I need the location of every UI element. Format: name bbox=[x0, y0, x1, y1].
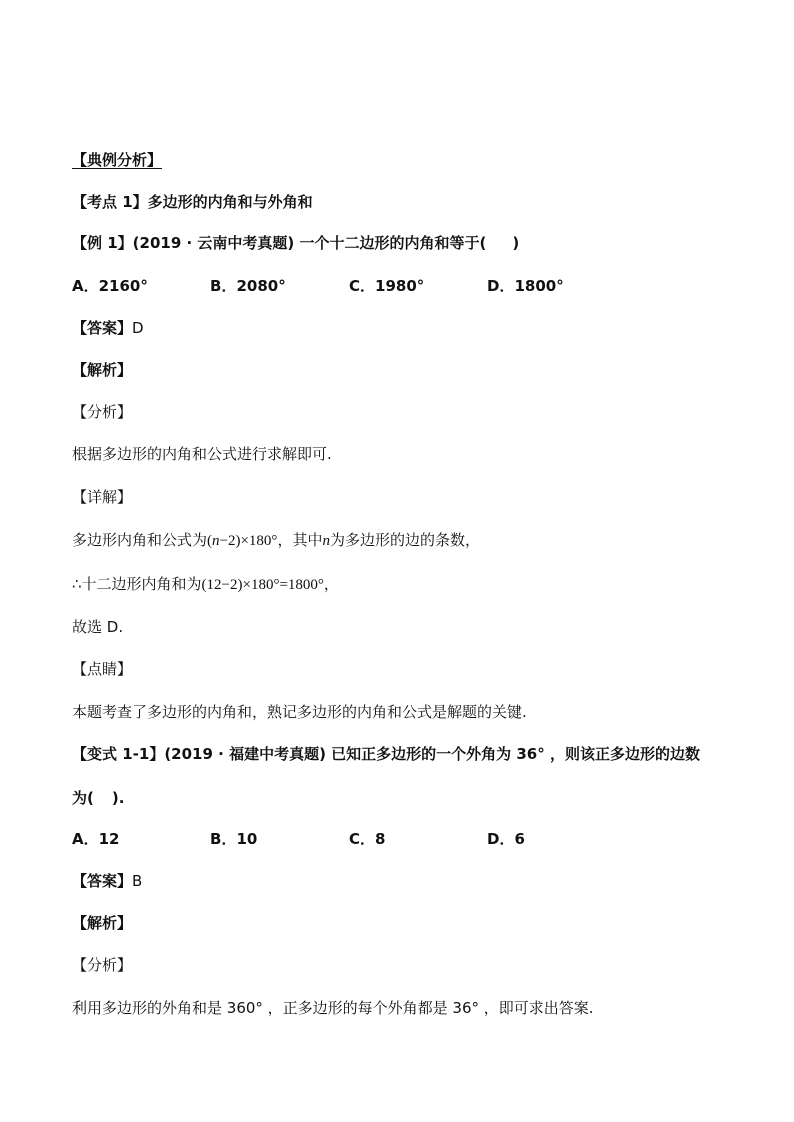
variant1-option-c: C．8 bbox=[349, 830, 386, 848]
section-heading: 【典例分析】 bbox=[72, 151, 163, 169]
example1-xiangjie-line1: 多边形内角和公式为(n−2)×180°，其中n为多边形的边的条数， bbox=[72, 531, 480, 549]
example1-xiangjie-line3: 故选 D. bbox=[72, 618, 124, 636]
variant1-fenxi-label: 【分析】 bbox=[72, 956, 133, 974]
example1-fenxi-text: 根据多边形的内角和公式进行求解即可. bbox=[72, 445, 332, 463]
example1-question bbox=[72, 233, 519, 253]
example1-dianjing-text: 本题考查了多边形的内角和，熟记多边形的内角和公式是解题的关键. bbox=[72, 703, 527, 721]
variant1-question-line1: 【变式 1-1】(2019 · 福建中考真题) 已知正多边形的一个外角为 36° ，则该正多边形的边数 bbox=[72, 745, 700, 763]
formula-interior-angle: (n−2)×180° bbox=[207, 533, 278, 549]
example1-option-d: D．1800° bbox=[487, 277, 564, 295]
example1-xiangjie-label: 【详解】 bbox=[72, 488, 133, 506]
example1-xiangjie-line2: ∴十二边形内角和为(12−2)×180°=1800°， bbox=[72, 575, 339, 593]
variant1-option-a: A．12 bbox=[72, 830, 120, 848]
answer-label: 【答案】 bbox=[72, 872, 133, 890]
example1-close-paren: ) bbox=[512, 234, 520, 252]
answer-label: 【答案】 bbox=[72, 319, 133, 337]
example1-jiexi-label: 【解析】 bbox=[72, 361, 133, 379]
variant1-option-d: D．6 bbox=[487, 830, 525, 848]
answer-value: B bbox=[132, 872, 143, 890]
example1-option-b: B．2080° bbox=[210, 277, 286, 295]
variant1-fenxi-text: 利用多边形的外角和是 360° ，正多边形的每个外角都是 36° ，即可求出答案. bbox=[72, 999, 594, 1017]
formula-twelve-gon: (12−2)×180°=1800° bbox=[201, 577, 324, 593]
example1-tag: 【例 1】 bbox=[72, 234, 133, 252]
example1-question-text: (2019 · 云南中考真题) 一个十二边形的内角和等于( bbox=[132, 234, 487, 252]
example1-fenxi-label: 【分析】 bbox=[72, 403, 133, 421]
example1-option-a: A．2160° bbox=[72, 277, 148, 295]
example1-option-c: C．1980° bbox=[349, 277, 425, 295]
kaodian-heading: 【考点 1】多边形的内角和与外角和 bbox=[72, 193, 313, 211]
variant1-option-b: B．10 bbox=[210, 830, 258, 848]
example1-dianjing-label: 【点睛】 bbox=[72, 660, 133, 678]
answer-value: D bbox=[132, 319, 144, 337]
example1-answer bbox=[72, 318, 144, 338]
variant1-question-line2: 为( ). bbox=[72, 789, 125, 807]
variant1-jiexi-label: 【解析】 bbox=[72, 914, 133, 932]
variant1-answer bbox=[72, 871, 142, 891]
